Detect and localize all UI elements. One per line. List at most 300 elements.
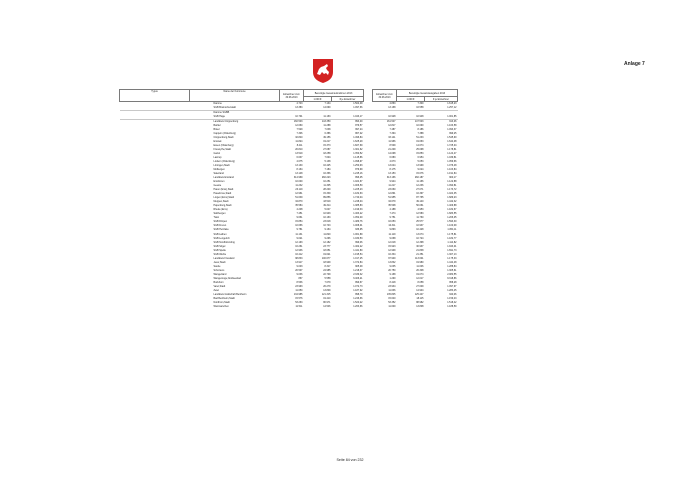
value-cell: 879,57 bbox=[355, 124, 363, 128]
value-cell: 10.928 bbox=[373, 115, 397, 120]
value-cell: 11.636 bbox=[388, 288, 396, 292]
municipality-name: Cloppenburg,Stadt bbox=[213, 136, 234, 140]
value-cell: 7.529 bbox=[296, 128, 303, 132]
value-cell: 9.021 bbox=[296, 236, 303, 240]
municipality-name: Landkreis Grafschaft Bentheim bbox=[213, 292, 247, 296]
value-cell: 80.971 bbox=[323, 300, 331, 304]
value-cell: 7.604 bbox=[324, 156, 331, 160]
municipality-name: Löningen,Stadt bbox=[213, 164, 230, 168]
value-cell: 7.487 bbox=[389, 128, 396, 132]
coat-of-arms-logo bbox=[312, 58, 334, 84]
page-footer: Seite 84 von 232 bbox=[336, 458, 364, 462]
value-cell: 13.044 bbox=[388, 164, 396, 168]
value-cell: 1.305,61 bbox=[447, 268, 457, 272]
value-cell: 35.508 bbox=[388, 204, 396, 208]
value-cell: 7.038 bbox=[324, 128, 331, 132]
value-cell: 1.520,22 bbox=[353, 300, 363, 304]
municipality-name: SGB Herzlake bbox=[213, 228, 229, 232]
value-cell: 121.315 bbox=[321, 292, 331, 296]
value-cell: 1.159,43 bbox=[447, 296, 457, 300]
municipality-name: Wangerland bbox=[213, 272, 227, 276]
value-cell: 1.725,04 bbox=[447, 144, 457, 148]
value-cell: 1.518,42 bbox=[447, 300, 457, 304]
municipality-name: Emsbüren bbox=[213, 180, 225, 184]
municipality-name: Twist bbox=[213, 216, 219, 220]
value-cell: 1.615,23 bbox=[447, 102, 457, 105]
value-cell: 1.283,45 bbox=[447, 288, 457, 292]
value-cell: 18.909 bbox=[323, 260, 331, 264]
value-cell: 7.306 bbox=[296, 132, 303, 136]
value-cell: 15.676 bbox=[416, 172, 424, 176]
value-cell: 11.288 bbox=[323, 124, 331, 128]
value-cell: 34.870 bbox=[295, 200, 303, 204]
value-cell: 1.489,76 bbox=[353, 220, 363, 224]
value-cell: 19.410 bbox=[323, 296, 331, 300]
value-cell: 1.301,62 bbox=[353, 148, 363, 152]
value-cell: 1.145,86 bbox=[353, 156, 363, 160]
municipality-name: Damme bbox=[213, 102, 222, 105]
value-cell: 896,05 bbox=[355, 176, 363, 180]
municipality-name: Meppen,Stadt bbox=[213, 200, 229, 204]
value-cell: 999,06 bbox=[355, 240, 363, 244]
value-cell: 8.058 bbox=[417, 280, 424, 284]
value-cell: 20.507 bbox=[295, 268, 303, 272]
municipality-name: SGB Bramsche/stadt bbox=[190, 106, 280, 111]
municipality-name: SGB Sögel bbox=[213, 244, 226, 248]
value-cell: 16.425 bbox=[323, 164, 331, 168]
value-cell: 28.200 bbox=[323, 188, 331, 192]
municipality-name: SGB Lathen bbox=[213, 232, 227, 236]
value-cell: 16.558 bbox=[397, 106, 425, 111]
value-cell: 27.087 bbox=[323, 148, 331, 152]
municipality-name: Landkreis Emsland bbox=[213, 176, 234, 180]
value-cell: 30.937 bbox=[416, 244, 424, 248]
value-cell: 313.166 bbox=[386, 176, 396, 180]
value-cell: 16.366 bbox=[323, 172, 331, 176]
value-cell: 11.824 bbox=[295, 140, 303, 144]
value-cell: 1.072,73 bbox=[353, 284, 363, 288]
value-cell: 1.061,89 bbox=[353, 232, 363, 236]
value-cell: 1.206,05 bbox=[447, 216, 457, 220]
value-cell: 2.080,55 bbox=[447, 272, 457, 276]
value-cell: 1.409,88 bbox=[447, 204, 457, 208]
value-cell: 15.339 bbox=[323, 192, 331, 196]
value-cell: 25.098 bbox=[416, 148, 424, 152]
value-cell: 13.808 bbox=[416, 304, 424, 308]
municipality-name: Molbergen bbox=[213, 168, 225, 172]
value-cell: 12.236 bbox=[416, 184, 424, 188]
value-cell: 1.246,66 bbox=[353, 296, 363, 300]
col-typus: Typus bbox=[120, 90, 190, 102]
value-cell: 18.258 bbox=[323, 152, 331, 156]
value-cell: 1.030,53 bbox=[353, 236, 363, 240]
municipality-name: Barßel bbox=[213, 124, 221, 128]
municipality-name: Bösel bbox=[213, 128, 220, 132]
value-cell: 1.175,33 bbox=[447, 256, 457, 260]
municipality-name: Emstek bbox=[213, 140, 222, 144]
value-cell: 1.545,90 bbox=[447, 136, 457, 140]
municipality-name: Lindern (Oldenburg) bbox=[213, 160, 235, 164]
value-cell: 1.097,97 bbox=[447, 284, 457, 288]
value-cell: 9.024 bbox=[417, 168, 424, 172]
value-cell: 1.462,22 bbox=[353, 244, 363, 248]
value-cell: 12.891 bbox=[388, 192, 396, 196]
value-cell: 9.751 bbox=[389, 216, 396, 220]
value-cell: 11.119 bbox=[388, 232, 396, 236]
value-cell: 1.290 bbox=[389, 276, 396, 280]
value-cell: 10.311 bbox=[388, 224, 396, 228]
value-cell: 23.060 bbox=[388, 188, 396, 192]
value-cell: 936,95 bbox=[355, 228, 363, 232]
value-cell: 10.743 bbox=[323, 224, 331, 228]
value-cell: 9.944 bbox=[389, 180, 396, 184]
col-g1-thousand: 1.000 € bbox=[304, 97, 332, 102]
value-cell: 135.845 bbox=[386, 292, 396, 296]
value-cell: 1.188,59 bbox=[447, 304, 457, 308]
value-cell: 13.168 bbox=[373, 106, 397, 111]
municipality-name: Lingen (Ems),Stadt bbox=[213, 196, 234, 200]
value-cell: 940,06 bbox=[449, 292, 457, 296]
value-cell: 879,99 bbox=[355, 168, 363, 172]
value-cell: 5.138 bbox=[324, 160, 331, 164]
value-cell: 11.305 bbox=[323, 184, 331, 188]
municipality-name: Rhede (Ems) bbox=[213, 208, 228, 212]
value-cell: 98.833 bbox=[295, 256, 303, 260]
value-cell: 18.115 bbox=[416, 296, 424, 300]
value-cell: 19.621 bbox=[323, 252, 331, 256]
value-cell: 12.018 bbox=[388, 240, 396, 244]
value-cell: 12.961 bbox=[295, 192, 303, 196]
value-cell: 23.934 bbox=[388, 284, 396, 288]
municipality-name: Wietmarschen bbox=[213, 304, 229, 308]
municipality-name: Bad Bentheim,Stadt bbox=[213, 296, 235, 300]
value-cell: 16.261 bbox=[295, 244, 303, 248]
municipality-name: Essen (Oldenburg) bbox=[213, 144, 234, 148]
value-cell: 14.098 bbox=[388, 152, 396, 156]
value-cell: 999,25 bbox=[449, 132, 457, 136]
municipality-name: Haselünne,Stadt bbox=[213, 192, 232, 196]
value-cell: 7.451 bbox=[296, 212, 303, 216]
value-cell: 12.193 bbox=[295, 240, 303, 244]
value-cell: 1.001,85 bbox=[425, 115, 458, 120]
municipality-name: Lastrup bbox=[213, 156, 222, 160]
value-cell: 867,02 bbox=[355, 132, 363, 136]
value-cell: 913,06 bbox=[449, 120, 457, 124]
municipality-name: Landkreis Friesland bbox=[213, 256, 235, 260]
value-cell: 27.609 bbox=[416, 284, 424, 288]
value-cell: 49.156 bbox=[323, 136, 331, 140]
value-cell: 8.186 bbox=[417, 128, 424, 132]
value-cell: 11.166 bbox=[416, 180, 424, 184]
value-cell: 13.148 bbox=[295, 172, 303, 176]
col-g2-per-capita: € je Einwohner bbox=[425, 97, 458, 102]
value-cell: 1.689,23 bbox=[447, 196, 457, 200]
municipality-name: Bockhorn bbox=[213, 280, 224, 284]
municipality-name: Landkreis Cloppenburg bbox=[213, 120, 239, 124]
municipality-name: Garrel bbox=[213, 152, 221, 156]
table-row bbox=[120, 305, 458, 309]
value-cell: 88.982 bbox=[416, 300, 424, 304]
municipality-name: Sande bbox=[213, 264, 221, 268]
finance-table bbox=[119, 89, 458, 309]
value-cell: 1.385,83 bbox=[353, 204, 363, 208]
value-cell: 1.191,84 bbox=[447, 172, 457, 176]
value-cell: 16.397 bbox=[416, 192, 424, 196]
municipality-name: Damme SGBB bbox=[213, 111, 230, 115]
municipality-name: Salzbergen bbox=[213, 212, 226, 216]
value-cell: 9.893 bbox=[389, 228, 396, 232]
value-cell: 50.061 bbox=[416, 204, 424, 208]
value-cell: 12.398 bbox=[416, 240, 424, 244]
value-cell: 12.017 bbox=[416, 276, 424, 280]
annex-label: Anlage 7 bbox=[624, 61, 645, 67]
value-cell: 15.373 bbox=[323, 144, 331, 148]
value-cell: 1.187,92 bbox=[353, 288, 363, 292]
value-cell: 1.199,33 bbox=[353, 208, 363, 212]
value-cell: 21.838 bbox=[416, 248, 424, 252]
value-cell: 34.679 bbox=[388, 200, 396, 204]
value-cell: 25.577 bbox=[416, 220, 424, 224]
municipality-name: SGB Freren bbox=[213, 224, 227, 228]
value-cell: 1.444,48 bbox=[447, 260, 457, 264]
value-cell: 7.184 bbox=[324, 168, 331, 172]
value-cell: 16.053 bbox=[388, 220, 396, 224]
value-cell: 11.966 bbox=[388, 140, 396, 144]
municipality-name: Papenburg,Stadt bbox=[213, 204, 232, 208]
value-cell: 1.245,16 bbox=[353, 172, 363, 176]
value-cell: 4.743 bbox=[296, 102, 303, 105]
value-cell: 14.690 bbox=[304, 106, 332, 111]
value-cell: 10.724 bbox=[416, 236, 424, 240]
value-cell: 1.372,84 bbox=[353, 260, 363, 264]
municipality-name: SGB Lengerich bbox=[213, 236, 230, 240]
value-cell: 6.954 bbox=[417, 156, 424, 160]
value-cell: 1.263,66 bbox=[353, 304, 363, 308]
value-cell: 13.130 bbox=[295, 164, 303, 168]
value-cell: 6.683 bbox=[389, 156, 396, 160]
value-cell: 20.810 bbox=[295, 148, 303, 152]
value-cell: 2.339,32 bbox=[353, 272, 363, 276]
value-cell: 160.503 bbox=[293, 120, 303, 124]
value-cell: 1.178,81 bbox=[447, 148, 457, 152]
value-cell: 11.217 bbox=[388, 184, 396, 188]
value-cell: 893,00 bbox=[355, 120, 363, 124]
value-cell: 7.679 bbox=[324, 280, 331, 284]
value-cell: 7.394 bbox=[389, 132, 396, 136]
municipality-name: Geeste bbox=[213, 184, 222, 188]
value-cell: 1.182,77 bbox=[447, 236, 457, 240]
value-cell: 24.985 bbox=[323, 268, 331, 272]
value-cell: 1.442,32 bbox=[447, 200, 457, 204]
value-cell: 8.317 bbox=[324, 264, 331, 268]
value-cell: 1.103,84 bbox=[447, 168, 457, 172]
value-cell: 1.039,81 bbox=[447, 156, 457, 160]
value-cell: 13.917 bbox=[295, 260, 303, 264]
col-name: Name der Kommune bbox=[190, 90, 280, 102]
value-cell: 1.827,69 bbox=[353, 144, 363, 148]
value-cell: 1.288,84 bbox=[447, 264, 457, 268]
value-cell: 4.208 bbox=[296, 208, 303, 212]
value-cell: 1.076,48 bbox=[447, 164, 457, 168]
value-cell: 9.781 bbox=[296, 228, 303, 232]
municipality-name: SGB Werlte bbox=[213, 252, 227, 256]
value-cell: 1.463,22 bbox=[353, 212, 363, 216]
value-cell: 1.593,30 bbox=[447, 220, 457, 224]
value-cell: 1.043,17 bbox=[332, 115, 364, 120]
value-cell: 1.090,81 bbox=[447, 184, 457, 188]
value-cell: 1.257,12 bbox=[425, 106, 458, 111]
value-cell: 100.677 bbox=[321, 256, 331, 260]
value-cell: 1.441,80 bbox=[353, 248, 363, 252]
value-cell: 7.474 bbox=[389, 212, 396, 216]
value-cell: 9.164 bbox=[324, 228, 331, 232]
value-cell: 10.948 bbox=[397, 115, 425, 120]
value-cell: 147.503 bbox=[414, 120, 424, 124]
value-cell: 12.936 bbox=[295, 248, 303, 252]
col-g1-header: Bereinigte Gesamteinnahmen 2013 bbox=[304, 90, 364, 97]
value-cell: 8.509 bbox=[389, 144, 396, 148]
municipality-name: SGB Spelle bbox=[213, 248, 226, 252]
municipality-name: Varel,Stadt bbox=[213, 284, 226, 288]
value-cell: 9.318,86 bbox=[447, 276, 457, 280]
value-cell: 1.054,11 bbox=[447, 228, 457, 232]
value-cell: 33.141 bbox=[388, 136, 396, 140]
municipality-name: Schortens bbox=[213, 268, 225, 272]
value-cell: 143.350 bbox=[321, 120, 331, 124]
value-cell: 15.853 bbox=[416, 152, 424, 156]
value-cell: 4.673 bbox=[389, 160, 396, 164]
value-cell: 10.690 bbox=[416, 124, 424, 128]
value-cell: 1.625,29 bbox=[353, 140, 363, 144]
value-cell: 1.691,73 bbox=[447, 248, 457, 252]
municipality-name: Wangerooge,Nordseebad bbox=[213, 276, 241, 280]
value-cell: 1.195,54 bbox=[353, 252, 363, 256]
value-cell: 1.182,63 bbox=[353, 192, 363, 196]
value-cell: 12.660 bbox=[295, 124, 303, 128]
value-cell: 13.809 bbox=[323, 288, 331, 292]
value-cell: 1.163,58 bbox=[447, 124, 457, 128]
value-cell: 125.447 bbox=[414, 292, 424, 296]
value-cell: 13.383 bbox=[280, 106, 304, 111]
municipality-name: SGB Hage bbox=[190, 115, 280, 120]
value-cell: 10.000 bbox=[295, 180, 303, 184]
value-cell: 32.840 bbox=[295, 136, 303, 140]
value-cell: 51.639 bbox=[295, 196, 303, 200]
value-cell: 9.661 bbox=[296, 216, 303, 220]
value-cell: 900,17 bbox=[449, 176, 457, 180]
value-cell: 1.496,84 bbox=[353, 136, 363, 140]
value-cell: 21.209 bbox=[388, 148, 396, 152]
value-cell: 43.519 bbox=[323, 200, 331, 204]
value-cell: 13.074 bbox=[416, 232, 424, 236]
value-cell: 1.683,55 bbox=[447, 212, 457, 216]
value-cell: 10.251 bbox=[323, 180, 331, 184]
value-cell: 26.279 bbox=[323, 284, 331, 288]
value-cell: 1.017,25 bbox=[353, 256, 363, 260]
value-cell: 14.904 bbox=[416, 288, 424, 292]
value-cell: 4.953 bbox=[417, 208, 424, 212]
value-cell: 53.263 bbox=[295, 300, 303, 304]
value-cell: 12.909 bbox=[388, 248, 396, 252]
value-cell: 1.093,37 bbox=[447, 128, 457, 132]
municipality-name: SGB Dörpen bbox=[213, 220, 228, 224]
value-cell: 9.068 bbox=[389, 236, 396, 240]
value-cell: 15.640 bbox=[388, 296, 396, 300]
municipality-name: Nordhorn,Stadt bbox=[213, 300, 230, 304]
value-cell: 12.182 bbox=[323, 240, 331, 244]
value-cell: 1.122,88 bbox=[447, 180, 457, 184]
value-cell: 49.314 bbox=[323, 204, 331, 208]
value-cell: 1.024,67 bbox=[353, 180, 363, 184]
value-cell: 9.003 bbox=[296, 264, 303, 268]
municipality-name: Haren (Ems),Stadt bbox=[213, 188, 234, 192]
value-cell: 1.943,01 bbox=[447, 244, 457, 248]
value-cell: 1.225,23 bbox=[353, 188, 363, 192]
col-g1-einwohner: Einwohner zum 30.06.2013 bbox=[280, 90, 304, 102]
value-cell: 4.188 bbox=[389, 208, 396, 212]
value-cell: 1.059,66 bbox=[447, 160, 457, 164]
value-cell: 9.035 bbox=[389, 264, 396, 268]
value-cell: 14.674 bbox=[416, 144, 424, 148]
value-cell: 23.777 bbox=[323, 244, 331, 248]
value-cell: 49.140 bbox=[416, 200, 424, 204]
value-cell: 958,28 bbox=[449, 280, 457, 284]
value-cell: 27.071 bbox=[416, 188, 424, 192]
value-cell: 1.098,97 bbox=[353, 160, 363, 164]
value-cell: 905,09 bbox=[355, 264, 363, 268]
value-cell: 20.750 bbox=[388, 268, 396, 272]
value-cell: 23.618 bbox=[323, 220, 331, 224]
value-cell: 9.036 bbox=[296, 272, 303, 276]
value-cell: 6.386 bbox=[324, 132, 331, 136]
value-cell: 23.993 bbox=[295, 284, 303, 288]
value-cell: 12.583 bbox=[416, 212, 424, 216]
value-cell: 51.233 bbox=[416, 136, 424, 140]
value-cell: 1.052,00 bbox=[353, 216, 363, 220]
col-g1-per-capita: € je Einwohner bbox=[332, 97, 364, 102]
value-cell: 8.418 bbox=[389, 280, 396, 284]
value-cell: 10.163 bbox=[323, 216, 331, 220]
value-cell: 53.352 bbox=[388, 300, 396, 304]
col-g2-header: Bereinigte Gesamtausgaben 2013 bbox=[397, 90, 458, 97]
value-cell: 1.350,52 bbox=[353, 152, 363, 156]
value-cell: 15.854 bbox=[295, 220, 303, 224]
value-cell: 9.168 bbox=[389, 272, 396, 276]
value-cell: 1.250,93 bbox=[353, 164, 363, 168]
value-cell: 19.074 bbox=[416, 272, 424, 276]
value-cell: 8.175 bbox=[389, 168, 396, 172]
value-cell: 89.856 bbox=[323, 196, 331, 200]
value-cell: 51.955 bbox=[388, 196, 396, 200]
value-cell: 1.740,04 bbox=[353, 196, 363, 200]
value-cell: 21.351 bbox=[416, 252, 424, 256]
value-cell: 1.024,35 bbox=[447, 192, 457, 196]
value-cell: 8.164 bbox=[296, 168, 303, 172]
col-g2-einwohner: Einwohner zum 30.06.2013 bbox=[373, 90, 397, 102]
municipality-name: SGB Nordhümmling bbox=[213, 240, 235, 244]
value-cell: 11.232 bbox=[295, 184, 303, 188]
municipality-name: Friesoythe,Stadt bbox=[213, 148, 231, 152]
value-cell: 11.606 bbox=[416, 264, 424, 268]
value-cell: 997,24 bbox=[355, 128, 363, 132]
value-cell: 314.969 bbox=[293, 176, 303, 180]
value-cell: 19.217 bbox=[323, 140, 331, 144]
value-cell: 1.100,09 bbox=[447, 224, 457, 228]
value-cell: 134.985 bbox=[293, 292, 303, 296]
value-cell: 14.546 bbox=[323, 304, 331, 308]
value-cell: 1.644,08 bbox=[447, 140, 457, 144]
value-cell: 1.307,13 bbox=[447, 252, 457, 256]
